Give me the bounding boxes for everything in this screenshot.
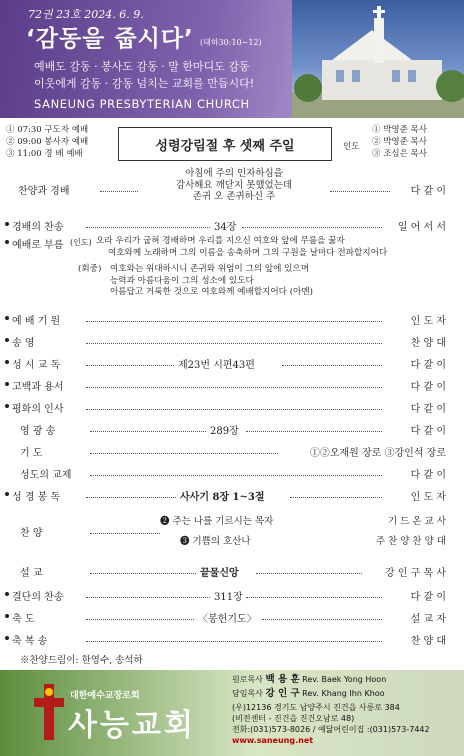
bullet-icon (5, 404, 9, 408)
footer (0, 670, 464, 756)
congregation-lines (110, 264, 313, 299)
leader-dots (86, 227, 210, 228)
row-content: 〈봉헌기도〉 (198, 614, 257, 625)
opening-song-lines (140, 168, 328, 203)
gloria-row (0, 420, 464, 436)
bullet-icon (5, 592, 9, 596)
bullet-icon (5, 614, 9, 618)
church-photo (292, 0, 464, 118)
bullet-icon (5, 222, 9, 226)
leader-dots (290, 497, 382, 498)
praise-team-note: ※찬양드림이: 한영수, 송석하 (20, 655, 143, 666)
anthem-item: ❸ 기쁨의 호산나 (180, 536, 251, 547)
row-right: 설 교 자 (410, 614, 446, 625)
leader-1: ① 박영준 목사 (372, 125, 427, 135)
row-content: 사사기 8장 1~3절 (180, 492, 265, 503)
prayer-row (0, 442, 464, 458)
issue-info: 72권 23호 2024. 6. 9. (28, 8, 144, 21)
row-right: 찬 양 대 (410, 338, 446, 349)
leader-dots (282, 365, 382, 366)
confession-row (0, 376, 464, 392)
anthem-performers (376, 512, 446, 552)
leader-2: ② 박영준 목사 (372, 137, 427, 147)
church-english-name: SANEUNG PRESBYTERIAN CHURCH (34, 97, 250, 111)
slogan-line-1: 예배도 감동 · 봉사도 감동 · 말 한마디도 감동 (34, 60, 250, 73)
row-label: 찬양과 경배 (18, 186, 70, 197)
leader-dots (86, 321, 382, 322)
leader-dots (86, 343, 382, 344)
leader-dots (100, 191, 138, 192)
row-right: 다 같 이 (410, 404, 446, 415)
leader-3: ③ 조심은 목사 (372, 149, 427, 159)
peace-greeting-row (0, 398, 464, 414)
row-label: 고백과 용서 (12, 382, 64, 393)
song-line: 감사해요 깨닫지 못했었는데 (175, 179, 293, 191)
leader-dots (262, 619, 382, 620)
bullet-icon (5, 382, 9, 386)
bullet-icon (5, 316, 9, 320)
row-content: 제23번 시편43편 (178, 360, 255, 371)
row-label: 송 영 (12, 338, 35, 349)
row-label: 성도의 교제 (20, 470, 72, 481)
responsive-reading-row (0, 354, 464, 370)
leader-dots (86, 365, 174, 366)
service-time-3: ③ 11:00 경 배 예배 (6, 149, 83, 159)
fellowship-row (0, 464, 464, 480)
church-korean-name: 사능교회 (68, 708, 196, 743)
row-content: 34장 (214, 222, 237, 233)
leader-dots (246, 597, 382, 598)
anthem-performer: 기 드 온 교 사 (388, 516, 446, 527)
leader-dots (86, 597, 210, 598)
church-logo (28, 678, 224, 746)
row-label: 영 광 송 (20, 426, 56, 437)
service-leaders (372, 124, 427, 160)
congregation-tag: (회중) (78, 264, 102, 274)
reading-line: 능력과 아름다움이 그의 성소에 있도다 (110, 275, 254, 286)
row-label: 예배로 부름 (12, 240, 64, 251)
denomination-name: 대한예수교장로회 (70, 691, 140, 701)
website-link[interactable]: www.saneung.net (232, 736, 314, 745)
bullet-icon (5, 360, 9, 364)
leader-dots (86, 497, 176, 498)
leader-dots (86, 641, 382, 642)
bullet-icon (5, 240, 9, 244)
row-content: 311장 (214, 592, 243, 603)
row-label: 축 복 송 (12, 636, 48, 647)
sermon-title: 끝물신앙 (200, 568, 239, 579)
senior-pastor-name: 강 인 구 (265, 688, 300, 699)
row-right: 다 같 이 (410, 470, 446, 481)
leader-dots (90, 453, 278, 454)
title-reference: (대하30:10~12) (200, 38, 262, 47)
row-right: 다 같 이 (410, 592, 446, 603)
row-label: 기 도 (20, 448, 43, 459)
song-line: 존귀 오 존귀하신 주 (192, 191, 276, 202)
row-label: 축 도 (12, 614, 35, 625)
anthem-items (160, 512, 273, 552)
doxology-row (0, 332, 464, 348)
worship-hymn-row (0, 216, 464, 232)
invocation-row (0, 310, 464, 326)
row-right: 찬 양 대 (410, 636, 446, 647)
phone-line: 전화:(031)573-8026 / 예닮어린이집 :(031)573-7442 (232, 725, 430, 734)
row-label: 예 배 기 원 (12, 316, 61, 327)
reading-line: 아름답고 거룩한 것으로 여호와께 예배할지어다 (아멘) (110, 287, 313, 297)
row-right: 일 어 서 서 (397, 222, 446, 233)
bullet-icon (5, 338, 9, 342)
leader-dots (246, 431, 382, 432)
pastor-english: Rev. Baek Yong Hoon (302, 675, 387, 684)
leader-dots (90, 475, 382, 476)
scripture-reading-row (0, 486, 464, 502)
address-line-2: (비전센터 - 진건읍 진건오남로 48) (232, 714, 355, 723)
address-line-1: (우)12136 경기도 남양주시 진건읍 사릉로 384 (232, 703, 400, 712)
row-content: ①②오재원 장로 ③강인석 장로 (309, 448, 446, 459)
service-time-1: ① 07:30 구도자 예배 (6, 125, 89, 135)
anthem-performer: 주 찬 양 찬 양 대 (375, 536, 446, 547)
row-right: 다 같 이 (410, 426, 446, 437)
slogan-line-2: 이웃에게 감동 · 감동 넘치는 교회를 만듭시다! (34, 77, 255, 90)
header-banner (0, 0, 464, 118)
row-label: 경배의 찬송 (12, 222, 64, 233)
leader-dots (86, 409, 382, 410)
blessing-song-row (0, 630, 464, 646)
row-label: 평화의 인사 (12, 404, 64, 415)
anthem-item: ❷ 주는 나를 기르시는 목자 (160, 516, 274, 527)
senior-pastor-title: 담임목사 (232, 689, 263, 698)
row-label: 찬 양 (20, 528, 43, 539)
bullet-icon (5, 636, 9, 640)
row-label: 성 경 봉 독 (12, 492, 61, 503)
call-to-worship-lines (96, 236, 387, 259)
benediction-row (0, 608, 464, 624)
row-content: 289장 (210, 426, 239, 437)
response-hymn-row (0, 586, 464, 602)
row-label: 결단의 찬송 (12, 592, 64, 603)
service-time-2: ② 09:00 봉사자 예배 (6, 137, 89, 147)
leader-tag: (인도) (70, 238, 92, 247)
reading-line: 여호와께 노래하며 그의 이름을 송축하며 그의 구원을 날마다 전파할지어다 (108, 247, 388, 258)
leader-dots (90, 431, 206, 432)
pastor-name: 백 용 훈 (265, 674, 300, 685)
song-line: 아침에 주의 인자하심을 (185, 168, 283, 179)
leader-dots (86, 619, 194, 620)
bullet-icon (5, 492, 9, 496)
leader-label: 인도 (343, 142, 360, 152)
leader-dots (90, 533, 160, 534)
row-right: 다 같 이 (410, 382, 446, 393)
row-label: 설 교 (20, 568, 43, 579)
row-right: 인 도 자 (410, 492, 446, 503)
row-right: 강 인 구 목 사 (384, 568, 446, 579)
leader-dots (330, 191, 390, 192)
row-right: 다 같 이 (410, 186, 446, 197)
leader-dots (256, 573, 362, 574)
order-of-worship-title: 성령강림절 후 셋째 주일 (118, 127, 332, 161)
reading-line: 오라 우리가 굽혀 경배하며 우리를 지으신 여호와 앞에 무릎을 꿇자 (96, 236, 345, 246)
leader-dots (86, 387, 382, 388)
cross-icon (32, 682, 66, 742)
row-right: 인 도 자 (410, 316, 446, 327)
pastor-title: 원로목사 (232, 675, 263, 684)
row-right: 다 같 이 (410, 360, 446, 371)
leader-dots (90, 573, 196, 574)
reading-line: 여호와는 위대하시니 존귀와 위엄이 그의 앞에 있으며 (110, 264, 310, 274)
sermon-row (0, 562, 464, 578)
senior-pastor-english: Rev. Khang Ihn Khoo (302, 689, 385, 698)
contact-info (232, 674, 430, 746)
bulletin-title: ‘감동을 줍시다’ (26, 26, 194, 52)
row-label: 성 시 교 독 (12, 360, 61, 371)
service-times (6, 124, 88, 160)
leader-dots (242, 227, 382, 228)
